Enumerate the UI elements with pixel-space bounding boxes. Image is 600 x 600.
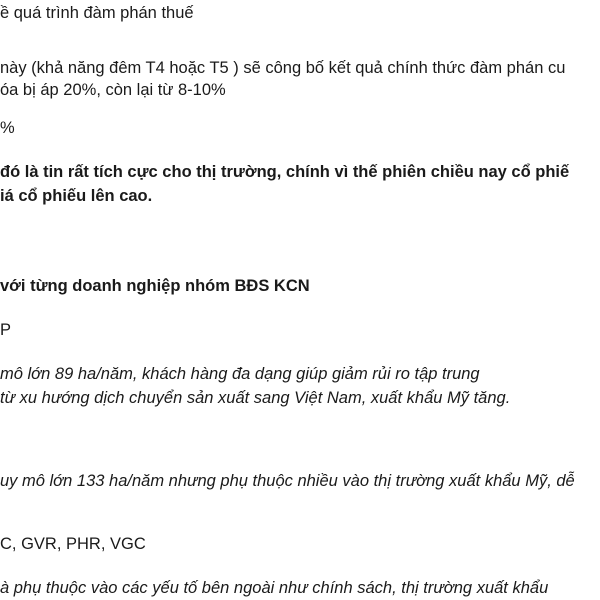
article-bold-text-line: iá cổ phiếu lên cao. [0, 187, 153, 205]
article-text-line: P [0, 321, 12, 339]
article-italic-text-line: à phụ thuộc vào các yếu tố bên ngoài như chính sách, thị trường xuất khẩu [0, 579, 549, 597]
article-italic-text-line: uy mô lớn 133 ha/năm nhưng phụ thuộc nhiều vào thị trường xuất khẩu Mỹ, dễ [0, 472, 575, 490]
article-italic-text-line: mô lớn 89 ha/năm, khách hàng đa dạng giúp giảm rủi ro tập trung [0, 365, 480, 383]
section-heading: với từng doanh nghiệp nhóm BĐS KCN [0, 277, 310, 295]
article-text-line: C, GVR, PHR, VGC [0, 535, 146, 553]
article-text-line: óa bị áp 20%, còn lại từ 8-10% [0, 81, 226, 99]
article-text-line: này (khả năng đêm T4 hoặc T5 ) sẽ công bố kết quả chính thức đàm phán cu [0, 59, 566, 77]
article-text-line: ề quá trình đàm phán thuế [0, 4, 194, 22]
article-text-line: % [0, 119, 15, 137]
article-italic-text-line: từ xu hướng dịch chuyển sản xuất sang Việt Nam, xuất khẩu Mỹ tăng. [0, 389, 511, 407]
article-bold-text-line: đó là tin rất tích cực cho thị trường, chính vì thế phiên chiều nay cổ phiế [0, 163, 570, 181]
